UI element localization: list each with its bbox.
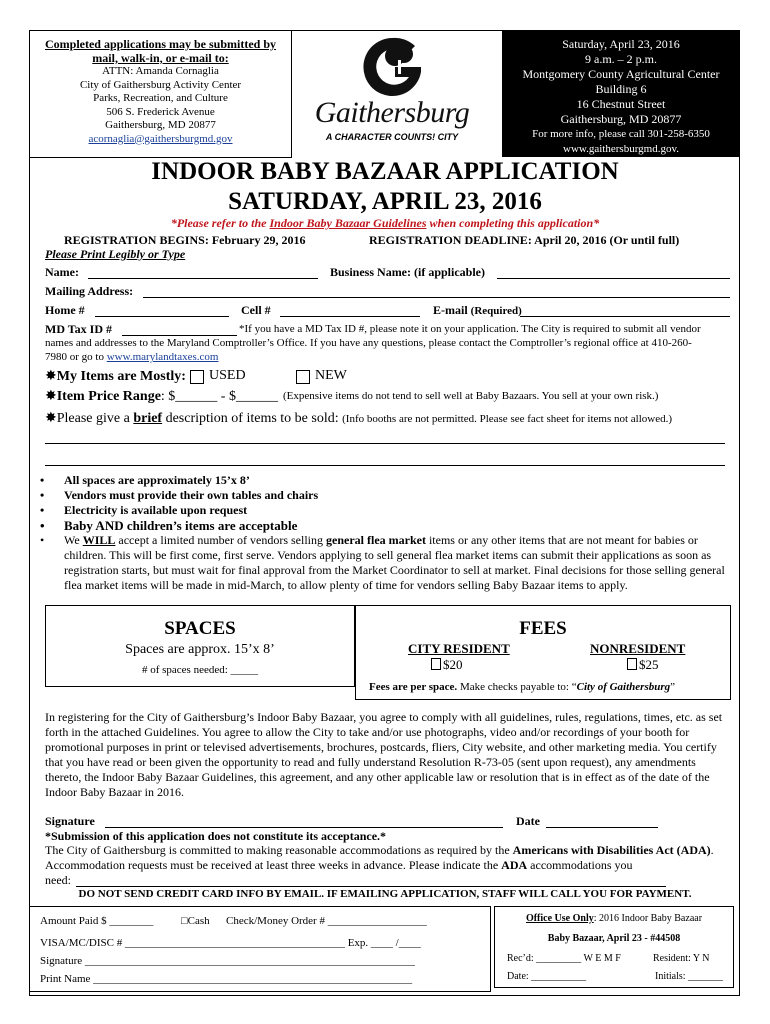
submission-heading-1: Completed applications may be submitted by [44,37,277,51]
maryland-taxes-link[interactable]: www.marylandtaxes.com [106,351,219,363]
items-mostly-row [45,368,186,385]
guidelines-note-post: when completing this application* [426,216,600,230]
event-building: Building 6 [595,82,647,96]
event-website[interactable]: www.gaithersburgmd.gov. [563,143,679,155]
description-line-2[interactable] [45,465,725,466]
cell-phone-field[interactable] [280,305,420,317]
list-item: • Vendors must provide their own tables and chairs [40,488,730,503]
date-label: Date [516,814,540,828]
nonresident-fee-value: $25 [639,657,659,672]
office-use-box [494,906,734,988]
office-event-code: Baby Bazaar, April 23 - #44508 [547,933,681,944]
used-label: USED [209,368,246,383]
fees-note-bold: Fees are per space. [369,681,458,693]
md-tax-note-3 [45,351,218,363]
checkbox-icon [431,658,441,670]
home-phone-field[interactable] [95,305,229,317]
logo-city-name: Gaithersburg [314,96,470,129]
payment-box [29,906,491,992]
description-label-pre: Please give a [56,411,134,426]
payment-signature-field[interactable]: Signature ____________________________________________________________ [40,955,415,967]
price-range-label: Item Price Range [56,389,161,404]
used-checkbox[interactable] [190,370,204,384]
guidelines-note [30,216,740,231]
spaces-needed-field[interactable]: # of spaces needed: _____ [141,664,259,676]
spaces-heading: SPACES [164,618,236,639]
submission-info [30,30,292,158]
new-checkbox[interactable] [296,370,310,384]
resident-fee-value: $20 [443,657,463,672]
description-line-1[interactable] [45,443,725,444]
tree-g-logo-icon [347,34,437,100]
info-bullet-list [40,473,730,593]
md-tax-note-2: names and addresses to the Maryland Comptroller’s Office. If you have any questions, please contact the Comptroller’s regional office at 410-260- [45,337,692,349]
event-venue: Montgomery County Agricultural Center [522,67,720,81]
ada-statement [45,843,735,873]
list-item: • All spaces are approximately 15’x 8’ [40,473,730,488]
event-info-phone: For more info, please call 301-258-6350 [532,128,710,140]
office-use-only-label: Office Use Only [525,913,594,924]
cash-checkbox[interactable]: □Cash [181,915,210,927]
gaithersburg-logo [292,34,492,144]
price-range-note: (Expensive items do not tend to sell well at Baby Bazaars. You sell at your own risk.) [283,390,659,402]
email-field[interactable] [520,305,730,317]
description-label-brief: brief [133,411,163,426]
name-field[interactable] [88,267,318,279]
office-use-title [495,913,733,924]
event-time: 9 a.m. – 2 p.m. [585,52,657,66]
guidelines-note-pre: *Please refer to the [170,216,270,230]
ada-bold-2: ADA [501,858,528,872]
registration-begins: REGISTRATION BEGINS: February 29, 2016 [64,233,306,247]
registration-deadline: REGISTRATION DEADLINE: April 20, 2016 (Or until full) [369,233,680,247]
b5-general-flea-market: general flea market [326,533,426,547]
price-range-row [45,388,278,405]
fees-note-pre: Make checks payable to: “ [457,681,577,693]
office-initials: Initials: _______ [655,971,724,982]
description-row [45,410,672,427]
office-use-event: : 2016 Indoor Baby Bazaar [593,913,703,924]
agreement-text: In registering for the City of Gaithersburg’s Indoor Baby Bazaar, you agree to comply with all guidelines, rules, regulations, times, etc. as set forth in the attached Guidelines. You agree to allow the City to take and/or use photographs, video and/or recordings of your booth for promotional purposes in print or televised advertisements, brochures, postcards, fliers, City website, and other marketing media. You certify that you have read or been given the opportunity to read and fully understand Resolution R-73-05 (sent upon request), any amendments thereto, the Indoor Baby Bazaar Guidelines, this agreement, and any other applicable law or resolution that is in effect as of the date of the Indoor Baby Bazaar in 2016. [45,710,723,799]
submission-dept: Parks, Recreation, and Culture [93,92,228,104]
home-phone-label: Home # [45,303,85,317]
email-label-text: E-mail [433,303,468,317]
signature-label: Signature [45,814,95,828]
items-mostly-label: My Items are Mostly: [56,369,186,384]
business-name-field[interactable] [497,267,730,279]
md-tax-note-3-text: 7980 or go to [45,351,107,363]
submission-note: *Submission of this application does not constitute its acceptance.* [45,829,387,843]
spaces-description: Spaces are approx. 15’x 8’ [125,642,275,657]
new-label: NEW [315,368,347,383]
signature-field[interactable] [105,816,503,828]
check-money-order-field[interactable]: Check/Money Order # __________________ [226,915,427,927]
spaces-box [45,605,355,687]
page-title: INDOOR BABY BAZAAR APPLICATION [151,158,619,185]
fees-note-city: City of Gaithersburg [576,681,671,693]
email-required-note: (Required) [470,305,522,317]
office-date: Date: ___________ [507,971,587,982]
credit-card-warning: DO NOT SEND CREDIT CARD INFO BY EMAIL. IF EMAILING APPLICATION, STAFF WILL CALL YOU FOR PAYMENT. [78,888,692,900]
resident-fee-amount[interactable] [431,657,463,673]
list-item [40,533,730,593]
star-bullet-icon: ✸ [45,389,57,404]
submission-heading-2: mail, walk-in, or e-mail to: [92,50,229,65]
page-subtitle-date: SATURDAY, APRIL 23, 2016 [228,188,542,215]
print-legibly-note: Please Print Legibly or Type [45,247,186,261]
event-date: Saturday, April 23, 2016 [562,37,680,51]
date-field[interactable] [546,816,658,828]
event-city: Gaithersburg, MD 20877 [560,112,682,126]
resident-fee-label: CITY RESIDENT [408,641,510,656]
b5-post: items or any other items that are not meant for babies or children. This will be first come, first serve. Vendors applying to sell general flea market items can submit their applications as soon as registration starts, but must wait for final approval from the Market Coordinator to sell at market. Final decisions for those selling general flea market items will be made in mid-March, to allow plenty of time for vendors selling Baby Bazaar items to apply. [64,533,725,592]
nonresident-fee-amount[interactable] [627,657,659,673]
nonresident-fee-label: NONRESIDENT [590,641,686,656]
ada-post: accommodations you [527,858,633,872]
b5-will: WILL [82,533,116,547]
submission-email-link[interactable]: acornaglia@gaithersburgmd.gov [88,132,233,145]
md-tax-note-1: *If you have a MD Tax ID #, please note it on your application. The City is required to submit all vendor [239,323,701,335]
mailing-address-field[interactable] [143,286,730,298]
fees-note [369,681,675,693]
b5-mid: accept a limited number of vendors selling [115,533,326,547]
list-item: • Baby AND children’s items are acceptable [40,518,730,533]
mailing-address-label: Mailing Address: [45,284,134,298]
list-item: • Electricity is available upon request [40,503,730,518]
logo-tagline: A CHARACTER COUNTS! CITY [325,132,459,142]
email-label [433,303,522,318]
event-info [502,30,740,157]
ada-bold: Americans with Disabilities Act (ADA) [512,843,711,857]
fees-note-post: ” [670,681,676,693]
event-street: 16 Chestnut Street [576,97,666,111]
md-tax-id-label: MD Tax ID # [45,322,113,336]
submission-org: City of Gaithersburg Activity Center [79,78,242,91]
b5-pre: We [64,533,83,547]
cell-phone-label: Cell # [241,303,271,317]
description-label-post: description of items to be sold: [162,411,343,426]
checkbox-icon [627,658,637,670]
star-bullet-icon: ✸ [45,369,57,384]
submission-street: 506 S. Frederick Avenue [106,105,215,118]
description-note: (Info booths are not permitted. Please see fact sheet for items not allowed.) [342,413,673,425]
office-resident: Resident: Y N [653,953,710,964]
card-number-field[interactable]: VISA/MC/DISC # ________________________________________ Exp. ____ /____ [40,937,421,949]
submission-city: Gaithersburg, MD 20877 [105,119,216,131]
ada-pre: The City of Gaithersburg is committed to making reasonable accommodations as required by the [45,843,513,857]
name-label: Name: [45,265,79,279]
amount-paid-field[interactable]: Amount Paid $ ________ [40,915,154,927]
guidelines-link[interactable]: Indoor Baby Bazaar Guidelines [269,216,427,230]
star-bullet-icon: ✸ [45,411,57,426]
print-name-field[interactable]: Print Name __________________________________________________________ [40,973,413,985]
md-tax-id-field[interactable] [122,324,237,336]
office-received: Rec’d: _________ W E M F [507,953,621,964]
price-range-blanks[interactable]: : $______ - $______ [160,389,278,404]
ada-need-label: need: [45,873,71,887]
submission-attn: ATTN: Amanda Cornaglia [102,65,219,77]
ada-mid: . Accommodation requests must be received at least three weeks in advance. Please indicate the [45,843,714,872]
fees-heading: FEES [519,618,567,639]
business-name-label: Business Name: (if applicable) [330,265,486,279]
ada-need-field[interactable] [76,875,666,887]
fees-box [355,605,731,700]
